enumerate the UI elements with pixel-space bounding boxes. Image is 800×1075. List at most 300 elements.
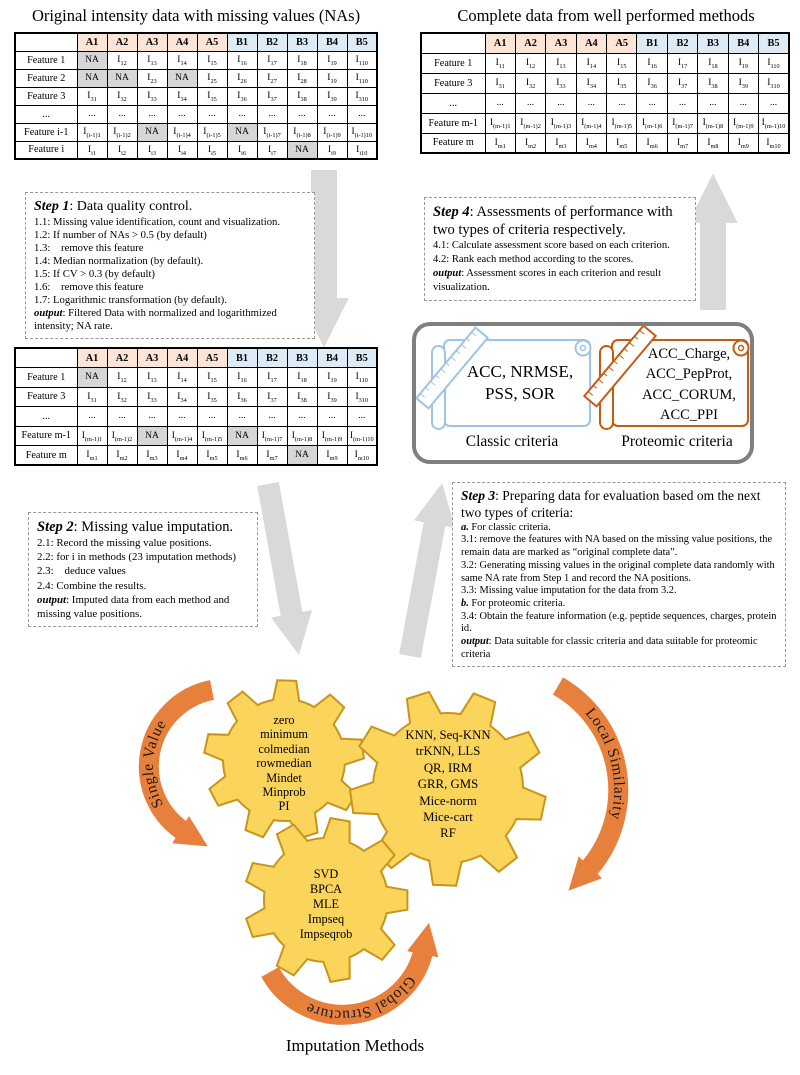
table-cell: $I_{17}$ (667, 53, 697, 73)
flow-arrow-gears-to-step3 (410, 516, 436, 656)
table-cell: $I_{i2}$ (107, 141, 137, 159)
list-item: rowmedian (256, 756, 312, 771)
table-cell: $I_{(m-1)9}$ (317, 426, 347, 446)
list-item: QR, IRM (423, 760, 473, 775)
table-cell: ... (347, 407, 377, 427)
table-cell: $I_{16}$ (227, 51, 257, 69)
step2-heading: Step 2: Missing value imputation. (37, 519, 234, 535)
table-header-row (15, 348, 377, 368)
column-header: A1 (77, 33, 107, 51)
table-cell: NA (107, 69, 137, 87)
table-cell: ... (287, 407, 317, 427)
table-row (15, 387, 377, 407)
column-header: A2 (515, 33, 545, 53)
table-row (15, 141, 377, 159)
column-header: A5 (197, 33, 227, 51)
row-label: Feature 3 (15, 387, 77, 407)
table-cell: $I_{12}$ (107, 368, 137, 388)
table-cell: $I_{15}$ (197, 368, 227, 388)
table-cell: $I_{17}$ (257, 368, 287, 388)
row-label: Feature m-1 (15, 426, 77, 446)
list-item: Mindet (266, 770, 302, 785)
table-cell: $I_{(i-1)8}$ (287, 123, 317, 141)
flow-arrow-filtered-to-gears (268, 484, 293, 622)
table-cell: $I_{39}$ (317, 87, 347, 105)
row-label: Feature i (15, 141, 77, 159)
classic-criteria-text (452, 361, 588, 405)
table-cell: ... (137, 407, 167, 427)
step-line: 1.2: If number of NAs > 0.5 (by default) (34, 228, 207, 241)
table-cell: $I_{15}$ (197, 51, 227, 69)
table-cell: $I_{32}$ (107, 387, 137, 407)
list-item: Mice-norm (419, 793, 477, 808)
step-line: 4.2: Rank each method according to the scores. (433, 254, 634, 266)
table-cell: $I_{m5}$ (607, 133, 637, 153)
step1-heading: Step 1: Data quality control. (34, 199, 193, 214)
step-line: 2.1: Record the missing value positions. (37, 537, 212, 550)
table-cell: ... (137, 105, 167, 123)
table-cell: NA (137, 123, 167, 141)
list-item: ACC_PepProt, (645, 366, 733, 383)
table-cell: $I_{(m-1)4}$ (167, 426, 197, 446)
step2-body (37, 536, 249, 621)
list-item: GRR, GMS (417, 777, 479, 792)
table-cell: $I_{33}$ (546, 73, 576, 93)
table-cell: $I_{17}$ (257, 51, 287, 69)
table-cell: $I_{13}$ (137, 368, 167, 388)
step4-box (424, 197, 696, 301)
table-cell: $I_{110}$ (347, 368, 377, 388)
table-cell: $I_{18}$ (287, 368, 317, 388)
title-original-data: Original intensity data with missing values (NAs) (31, 6, 361, 25)
table-cell: $I_{28}$ (287, 69, 317, 87)
table-cell: $I_{i1}$ (77, 141, 107, 159)
column-header: A1 (485, 33, 515, 53)
table-cell: $I_{38}$ (287, 87, 317, 105)
table-cell: $I_{310}$ (347, 387, 377, 407)
table-cell: $I_{14}$ (167, 51, 197, 69)
list-item: BPCA (309, 882, 343, 896)
table-cell: $I_{(m-1)7}$ (667, 113, 697, 133)
table-cell: ... (347, 105, 377, 123)
step-line: 2.2: for i in methods (23 imputation methods) (37, 551, 237, 564)
step-line: 2.3: deduce values (37, 565, 126, 578)
table-cell: $I_{i7}$ (257, 141, 287, 159)
table-cell: $I_{i10}$ (347, 141, 377, 159)
column-header (421, 33, 485, 53)
table-cell: NA (137, 426, 167, 446)
list-item: KNN, Seq-KNN (405, 728, 491, 742)
table-cell: $I_{m4}$ (576, 133, 606, 153)
table-cell: $I_{m10}$ (347, 446, 377, 466)
column-header: B2 (667, 33, 697, 53)
list-item: PSS, SOR (485, 383, 555, 403)
proteomic-criteria-text (628, 344, 750, 425)
column-header: B1 (227, 348, 257, 368)
step-line: 1.4: Median normalization (by default). (34, 254, 204, 267)
table-row (421, 53, 789, 73)
table-cell: $I_{(m-1)2}$ (515, 113, 545, 133)
list-item: RF (440, 826, 456, 841)
table-cell: $I_{i4}$ (167, 141, 197, 159)
row-label: Feature 3 (421, 73, 485, 93)
table-cell: NA (227, 426, 257, 446)
table-row (15, 69, 377, 87)
table-cell: $I_{26}$ (227, 69, 257, 87)
step-line: output: Filtered Data with normalized and logarithmized intensity; NA rate. (34, 306, 277, 332)
column-header: B3 (698, 33, 728, 53)
list-item: Mice-cart (423, 809, 473, 824)
row-label: Feature 1 (15, 368, 77, 388)
table-cell: NA (77, 51, 107, 69)
table-cell: $I_{31}$ (485, 73, 515, 93)
table-cell: $I_{14}$ (576, 53, 606, 73)
list-item: Impseqrob (299, 927, 353, 941)
step-line: 1.5: If CV > 0.3 (by default) (34, 267, 155, 280)
step1-body (34, 216, 306, 333)
list-item: minimum (260, 727, 308, 742)
list-item: colmedian (258, 741, 310, 756)
table-cell: ... (637, 93, 667, 113)
table-cell: $I_{35}$ (197, 387, 227, 407)
table-cell: $I_{35}$ (607, 73, 637, 93)
list-item: Minprob (262, 784, 306, 799)
table-cell: $I_{16}$ (637, 53, 667, 73)
table-cell: $I_{34}$ (167, 387, 197, 407)
table-cell: $I_{38}$ (287, 387, 317, 407)
table-cell: $I_{27}$ (257, 69, 287, 87)
row-label: Feature 1 (15, 51, 77, 69)
column-header: A3 (137, 33, 167, 51)
original-data-table (14, 32, 378, 160)
table-cell: $I_{m7}$ (257, 446, 287, 466)
step3-box (452, 482, 786, 667)
table-cell: $I_{36}$ (637, 73, 667, 93)
table-cell: ... (485, 93, 515, 113)
table-cell: $I_{m7}$ (667, 133, 697, 153)
table-cell: $I_{(m-1)10}$ (347, 426, 377, 446)
table-cell: $I_{(i-1)5}$ (197, 123, 227, 141)
column-header: A5 (607, 33, 637, 53)
step-line: 3.2: Generating missing values in the original complete data randomly with same NA rate from Step 1 and record the NA positions. (461, 559, 775, 584)
table-cell: $I_{14}$ (167, 368, 197, 388)
column-header: B1 (637, 33, 667, 53)
row-label: Feature 1 (421, 53, 485, 73)
table-cell: $I_{36}$ (227, 87, 257, 105)
row-label: Feature 2 (15, 69, 77, 87)
table-row (15, 87, 377, 105)
table-cell: $I_{(i-1)9}$ (317, 123, 347, 141)
column-header: B5 (347, 348, 377, 368)
table-cell: $I_{34}$ (576, 73, 606, 93)
list-item: SVD (313, 867, 339, 881)
table-cell: ... (227, 105, 257, 123)
table-cell: ... (287, 105, 317, 123)
table-row (421, 133, 789, 153)
title-complete-data: Complete data from well performed methods (457, 6, 755, 25)
table-cell: $I_{(m-1)5}$ (197, 426, 227, 446)
table-cell: ... (227, 407, 257, 427)
column-header: B4 (317, 33, 347, 51)
table-cell: NA (287, 446, 317, 466)
table-cell: $I_{i9}$ (317, 141, 347, 159)
step-line: output: Imputed data from each method and missing value positions. (37, 593, 230, 620)
list-item: Impseq (307, 912, 345, 926)
table-cell: $I_{38}$ (698, 73, 728, 93)
column-header: B4 (317, 348, 347, 368)
table-cell: $I_{m9}$ (317, 446, 347, 466)
table-cell: $I_{(m-1)8}$ (287, 426, 317, 446)
column-header: B3 (287, 33, 317, 51)
list-item: MLE (313, 897, 339, 911)
table-cell: $I_{(i-1)7}$ (257, 123, 287, 141)
table-cell: $I_{110}$ (759, 53, 789, 73)
table-cell: $I_{(m-1)9}$ (728, 113, 758, 133)
column-header: A4 (167, 348, 197, 368)
arc-label-global-structure: Global Structure (302, 973, 420, 1025)
step-line: 1.6: remove this feature (34, 280, 144, 293)
table-cell: ... (607, 93, 637, 113)
step-line: 3.4: Obtain the feature information (e.g. peptide sequences, charges, protein id. (461, 610, 777, 635)
table-cell: $I_{37}$ (667, 73, 697, 93)
table-cell: $I_{23}$ (137, 69, 167, 87)
table-row (15, 426, 377, 446)
table-cell: ... (576, 93, 606, 113)
step-line: 1.7: Logarithmic transformation (by default). (34, 293, 227, 306)
column-header: A3 (546, 33, 576, 53)
table-cell: $I_{i5}$ (197, 141, 227, 159)
classic-criteria-label: Classic criteria (465, 433, 559, 450)
column-header (15, 33, 77, 51)
column-header: B1 (227, 33, 257, 51)
table-cell: $I_{19}$ (317, 51, 347, 69)
step-line: output: Assessment scores in each criterion and result visualization. (433, 268, 662, 294)
row-label: Feature i-1 (15, 123, 77, 141)
table-cell: $I_{32}$ (515, 73, 545, 93)
table-cell: ... (698, 93, 728, 113)
table-cell: $I_{32}$ (107, 87, 137, 105)
step1-box (25, 192, 315, 339)
table-cell: $I_{(m-1)8}$ (698, 113, 728, 133)
column-header: A4 (167, 33, 197, 51)
table-cell: $I_{13}$ (546, 53, 576, 73)
table-cell: ... (197, 105, 227, 123)
table-cell: $I_{19}$ (317, 69, 347, 87)
table-cell: ... (515, 93, 545, 113)
row-label: ... (15, 105, 77, 123)
table-cell: $I_{12}$ (107, 51, 137, 69)
table-cell: $I_{39}$ (317, 387, 347, 407)
complete-data-table (420, 32, 790, 154)
table-cell: $I_{34}$ (167, 87, 197, 105)
step-line: a. For classic criteria. (461, 521, 551, 533)
table-cell: $I_{i6}$ (227, 141, 257, 159)
single-value-methods (209, 713, 359, 814)
table-cell: ... (77, 105, 107, 123)
row-label: Feature 3 (15, 87, 77, 105)
step2-box (28, 512, 258, 627)
column-header (15, 348, 77, 368)
table-cell: NA (77, 69, 107, 87)
column-header: A5 (197, 348, 227, 368)
step4-body (433, 239, 687, 295)
table-row (421, 113, 789, 133)
column-header: B3 (287, 348, 317, 368)
table-cell: $I_{m2}$ (107, 446, 137, 466)
column-header: B2 (257, 348, 287, 368)
column-header: A1 (77, 348, 107, 368)
table-cell: $I_{(i-1)1}$ (77, 123, 107, 141)
table-cell: ... (257, 407, 287, 427)
table-row (421, 73, 789, 93)
column-header: A2 (107, 33, 137, 51)
column-header: B5 (759, 33, 789, 53)
table-cell: $I_{36}$ (227, 387, 257, 407)
table-cell: ... (317, 105, 347, 123)
table-cell: $I_{37}$ (257, 387, 287, 407)
table-cell: ... (197, 407, 227, 427)
list-item: trKNN, LLS (415, 744, 481, 759)
table-cell: $I_{310}$ (347, 87, 377, 105)
table-header-row (15, 33, 377, 51)
table-cell: $I_{(i-1)4}$ (167, 123, 197, 141)
filtered-data-table (14, 347, 378, 466)
table-row (421, 93, 789, 113)
table-cell: ... (667, 93, 697, 113)
column-header: A2 (107, 348, 137, 368)
table-cell: $I_{19}$ (317, 368, 347, 388)
list-item: PI (278, 799, 290, 814)
table-cell: $I_{m1}$ (485, 133, 515, 153)
step4-heading: Step 4: Assessments of performance with two types of criteria respectively. (433, 204, 673, 239)
table-cell: $I_{19}$ (728, 53, 758, 73)
table-cell: $I_{(i-1)10}$ (347, 123, 377, 141)
table-cell: $I_{(m-1)5}$ (607, 113, 637, 133)
step-line: b. For proteomic criteria. (461, 597, 566, 609)
table-cell: $I_{m10}$ (759, 133, 789, 153)
step-line: 4.1: Calculate assessment score based on each criterion. (433, 240, 670, 252)
column-header: B2 (257, 33, 287, 51)
table-cell: $I_{31}$ (77, 387, 107, 407)
step-line: output: Data suitable for classic criteria and data suitable for proteomic criteria (461, 635, 758, 660)
table-cell: $I_{(m-1)3}$ (546, 113, 576, 133)
row-label: ... (15, 407, 77, 427)
table-cell: $I_{(m-1)10}$ (759, 113, 789, 133)
table-cell: $I_{m3}$ (137, 446, 167, 466)
row-label: Feature m (421, 133, 485, 153)
table-cell: $I_{25}$ (197, 69, 227, 87)
list-item: ACC_Charge, (647, 346, 731, 362)
row-label: Feature m (15, 446, 77, 466)
table-cell: $I_{110}$ (347, 69, 377, 87)
column-header: B5 (347, 33, 377, 51)
table-cell: $I_{33}$ (137, 87, 167, 105)
table-cell: ... (546, 93, 576, 113)
arc-arrow-single-value (149, 690, 212, 833)
table-cell: $I_{m3}$ (546, 133, 576, 153)
table-cell: $I_{37}$ (257, 87, 287, 105)
column-header: B4 (728, 33, 758, 53)
table-cell: $I_{33}$ (137, 387, 167, 407)
table-cell: ... (759, 93, 789, 113)
table-cell: $I_{m9}$ (728, 133, 758, 153)
step3-body (461, 522, 777, 662)
step3-heading: Step 3: Preparing data for evaluation based om the next two types of criteria: (461, 488, 761, 520)
table-row (15, 368, 377, 388)
table-row (15, 407, 377, 427)
table-cell: $I_{35}$ (197, 87, 227, 105)
table-row (15, 446, 377, 466)
table-cell: ... (257, 105, 287, 123)
list-item: ACC_CORUM, (642, 386, 736, 403)
table-cell: $I_{m6}$ (637, 133, 667, 153)
table-row (15, 123, 377, 141)
local-similarity-methods (372, 727, 524, 842)
table-cell: $I_{13}$ (137, 51, 167, 69)
global-structure-methods (251, 867, 401, 942)
table-cell: $I_{m6}$ (227, 446, 257, 466)
table-header-row (421, 33, 789, 53)
table-cell: $I_{310}$ (759, 73, 789, 93)
table-row (15, 51, 377, 69)
table-cell: NA (227, 123, 257, 141)
step-line: 3.3: Missing value imputation for the data from 3.2. (461, 585, 677, 597)
list-item: zero (273, 713, 295, 727)
table-cell: NA (287, 141, 317, 159)
table-cell: $I_{m2}$ (515, 133, 545, 153)
table-cell: $I_{(m-1)4}$ (576, 113, 606, 133)
list-item: ACC, NRMSE, (466, 362, 574, 381)
table-cell: NA (77, 368, 107, 388)
table-cell: ... (317, 407, 347, 427)
proteomic-criteria-label: Proteomic criteria (621, 433, 733, 450)
arc-label-single-value: Single Value (139, 715, 170, 812)
figure-caption: Imputation Methods (285, 1036, 425, 1055)
table-cell: $I_{15}$ (607, 53, 637, 73)
table-cell: $I_{18}$ (287, 51, 317, 69)
table-cell: $I_{12}$ (515, 53, 545, 73)
table-cell: $I_{m8}$ (698, 133, 728, 153)
table-cell: $I_{(m-1)2}$ (107, 426, 137, 446)
step-line: 2.4: Combine the results. (37, 579, 147, 592)
table-cell: $I_{(m-1)7}$ (257, 426, 287, 446)
table-cell: $I_{i3}$ (137, 141, 167, 159)
table-cell: $I_{m4}$ (167, 446, 197, 466)
row-label: ... (421, 93, 485, 113)
table-cell: ... (107, 105, 137, 123)
table-cell: $I_{110}$ (347, 51, 377, 69)
arc-label-local-similarity: Local Similarity (582, 704, 628, 823)
table-cell: $I_{m1}$ (77, 446, 107, 466)
column-header: A3 (137, 348, 167, 368)
step-line: 1.1: Missing value identification, count and visualization. (34, 215, 281, 228)
step-line: 1.3: remove this feature (34, 241, 144, 254)
step-line: 3.1: remove the features with NA based on the missing value positions, the remain data are marked as “original complete data”. (461, 534, 773, 559)
table-cell: $I_{(i-1)2}$ (107, 123, 137, 141)
row-label: Feature m-1 (421, 113, 485, 133)
table-cell: ... (728, 93, 758, 113)
column-header: A4 (576, 33, 606, 53)
table-cell: ... (167, 105, 197, 123)
table-cell: $I_{m5}$ (197, 446, 227, 466)
table-row (15, 105, 377, 123)
table-cell: $I_{39}$ (728, 73, 758, 93)
table-cell: $I_{(m-1)1}$ (485, 113, 515, 133)
table-cell: $I_{(m-1)1}$ (77, 426, 107, 446)
table-cell: $I_{11}$ (485, 53, 515, 73)
table-cell: ... (167, 407, 197, 427)
table-cell: NA (167, 69, 197, 87)
